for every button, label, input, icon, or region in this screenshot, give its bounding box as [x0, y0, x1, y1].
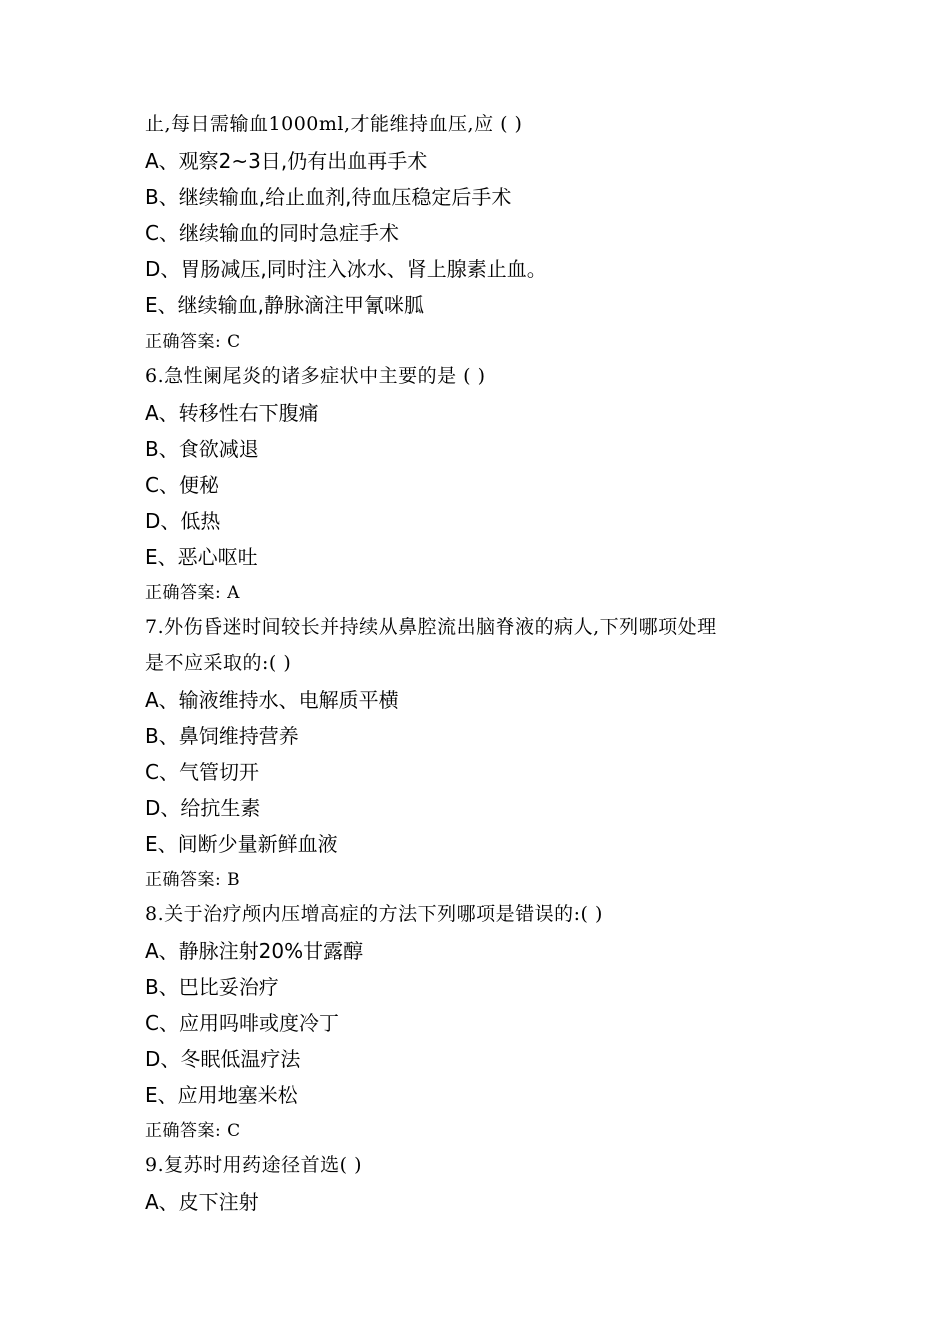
option-d: D、冬眠低温疗法 — [145, 1047, 301, 1071]
option-b: B、食欲减退 — [145, 437, 259, 461]
option-c: C、应用吗啡或度冷丁 — [145, 1011, 339, 1035]
option-c: C、继续输血的同时急症手术 — [145, 221, 399, 245]
option-e: E、继续输血,静脉滴注甲氰咪胍 — [145, 293, 424, 317]
option-c: C、气管切开 — [145, 760, 259, 784]
correct-answer: 正确答案: A — [145, 583, 240, 603]
question-text-continuation: 止,每日需输血1000ml,才能维持血压,应 ( ) — [145, 113, 523, 135]
question-8: 8.关于治疗颅内压增高症的方法下列哪项是错误的:( ) — [145, 903, 603, 925]
correct-answer: 正确答案: C — [145, 1121, 241, 1141]
option-c: C、便秘 — [145, 473, 219, 497]
option-d: D、低热 — [145, 509, 221, 533]
option-a: A、皮下注射 — [145, 1190, 259, 1214]
option-b: B、继续输血,给止血剂,待血压稳定后手术 — [145, 185, 512, 209]
correct-answer: 正确答案: B — [145, 870, 241, 890]
option-e: E、应用地塞米松 — [145, 1083, 298, 1107]
option-a: A、输液维持水、电解质平横 — [145, 688, 399, 712]
option-e: E、恶心呕吐 — [145, 545, 258, 569]
option-d: D、胃肠减压,同时注入冰水、肾上腺素止血。 — [145, 257, 547, 281]
correct-answer: 正确答案: C — [145, 332, 241, 352]
option-b: B、巴比妥治疗 — [145, 975, 279, 999]
question-9: 9.复苏时用药途径首选( ) — [145, 1154, 362, 1176]
option-d: D、给抗生素 — [145, 796, 261, 820]
option-a: A、观察2~3日,仍有出血再手术 — [145, 149, 428, 173]
question-6: 6.急性阑尾炎的诸多症状中主要的是 ( ) — [145, 365, 486, 387]
option-e: E、间断少量新鲜血液 — [145, 832, 338, 856]
question-7-continuation: 是不应采取的:( ) — [145, 652, 292, 674]
question-7: 7.外伤昏迷时间较长并持续从鼻腔流出脑脊液的病人,下列哪项处理 — [145, 616, 717, 638]
option-a: A、转移性右下腹痛 — [145, 401, 319, 425]
option-a: A、静脉注射20%甘露醇 — [145, 939, 364, 963]
option-b: B、鼻饲维持营养 — [145, 724, 299, 748]
